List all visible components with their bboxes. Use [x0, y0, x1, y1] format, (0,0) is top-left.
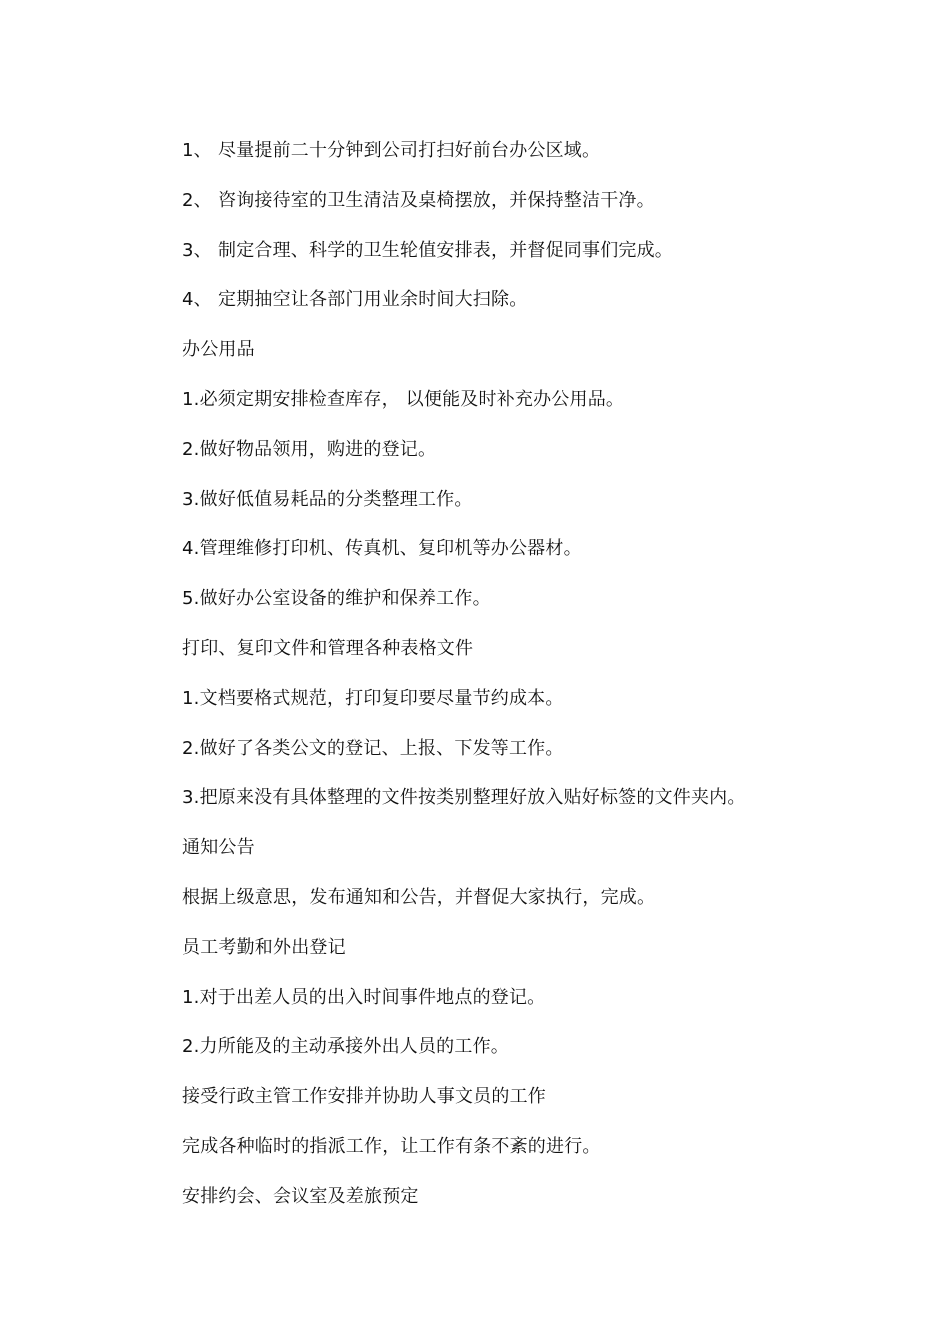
item-number: 1.	[182, 986, 200, 1008]
item-number: 2.	[182, 1036, 200, 1058]
list-item	[182, 436, 882, 486]
item-text: 对于出差人员的出入时间事件地点的登记。	[199, 986, 546, 1008]
item-number: 2.	[182, 438, 200, 460]
list-item	[182, 286, 882, 336]
item-text: 通知公告	[182, 837, 255, 859]
section-heading	[182, 834, 882, 884]
list-item	[182, 784, 882, 834]
item-text: 接受行政主管工作安排并协助人事文员的工作	[182, 1086, 546, 1108]
list-item	[182, 685, 882, 735]
document-body	[182, 137, 882, 1233]
list-item	[182, 984, 882, 1034]
item-text: 文档要格式规范，打印复印要尽量节约成本。	[199, 687, 564, 709]
item-number: 4、	[182, 289, 212, 311]
item-number: 2、	[182, 189, 212, 211]
item-number: 5.	[182, 588, 200, 610]
section-heading	[182, 635, 882, 685]
list-item	[182, 735, 882, 785]
item-text: 定期抽空让各部门用业余时间大扫除。	[218, 289, 528, 311]
list-item	[182, 535, 882, 585]
item-text: 做好办公室设备的维护和保养工作。	[199, 588, 491, 610]
item-number: 1.	[182, 687, 200, 709]
item-text: 打印、复印文件和管理各种表格文件	[182, 637, 474, 659]
item-text: 根据上级意思，发布通知和公告，并督促大家执行，完成。	[182, 886, 656, 908]
section-heading	[182, 336, 882, 386]
list-item	[182, 486, 882, 536]
list-item	[182, 137, 882, 187]
list-item	[182, 237, 882, 287]
section-heading	[182, 884, 882, 934]
item-text: 做好物品领用，购进的登记。	[199, 438, 437, 460]
item-text: 咨询接待室的卫生清洁及桌椅摆放，并保持整洁干净。	[218, 189, 655, 211]
section-heading	[182, 1133, 882, 1183]
item-text: 制定合理、科学的卫生轮值安排表，并督促同事们完成。	[218, 239, 673, 261]
item-number: 1.	[182, 388, 200, 410]
item-text: 尽量提前二十分钟到公司打扫好前台办公区域。	[218, 140, 601, 161]
item-number: 4.	[182, 538, 200, 560]
item-text: 安排约会、会议室及差旅预定	[182, 1185, 419, 1207]
section-heading	[182, 1083, 882, 1133]
item-number: 1、	[182, 140, 212, 161]
item-number: 3.	[182, 488, 200, 510]
section-heading	[182, 1183, 882, 1233]
item-text: 做好低值易耗品的分类整理工作。	[199, 488, 473, 510]
list-item	[182, 1033, 882, 1083]
item-text: 完成各种临时的指派工作，让工作有条不紊的进行。	[182, 1135, 601, 1157]
item-number: 2.	[182, 737, 200, 759]
list-item	[182, 585, 882, 635]
item-text: 把原来没有具体整理的文件按类别整理好放入贴好标签的文件夹内。	[199, 787, 746, 809]
item-text: 员工考勤和外出登记	[182, 936, 346, 958]
item-text: 管理维修打印机、传真机、复印机等办公器材。	[199, 538, 582, 560]
item-text: 必须定期安排检查库存， 以便能及时补充办公用品。	[199, 388, 625, 410]
item-text: 力所能及的主动承接外出人员的工作。	[199, 1036, 509, 1058]
item-text: 办公用品	[182, 339, 255, 361]
section-heading	[182, 934, 882, 984]
item-number: 3、	[182, 239, 212, 261]
list-item	[182, 386, 882, 436]
list-item	[182, 187, 882, 237]
item-text: 做好了各类公文的登记、上报、下发等工作。	[199, 737, 564, 759]
item-number: 3.	[182, 787, 200, 809]
